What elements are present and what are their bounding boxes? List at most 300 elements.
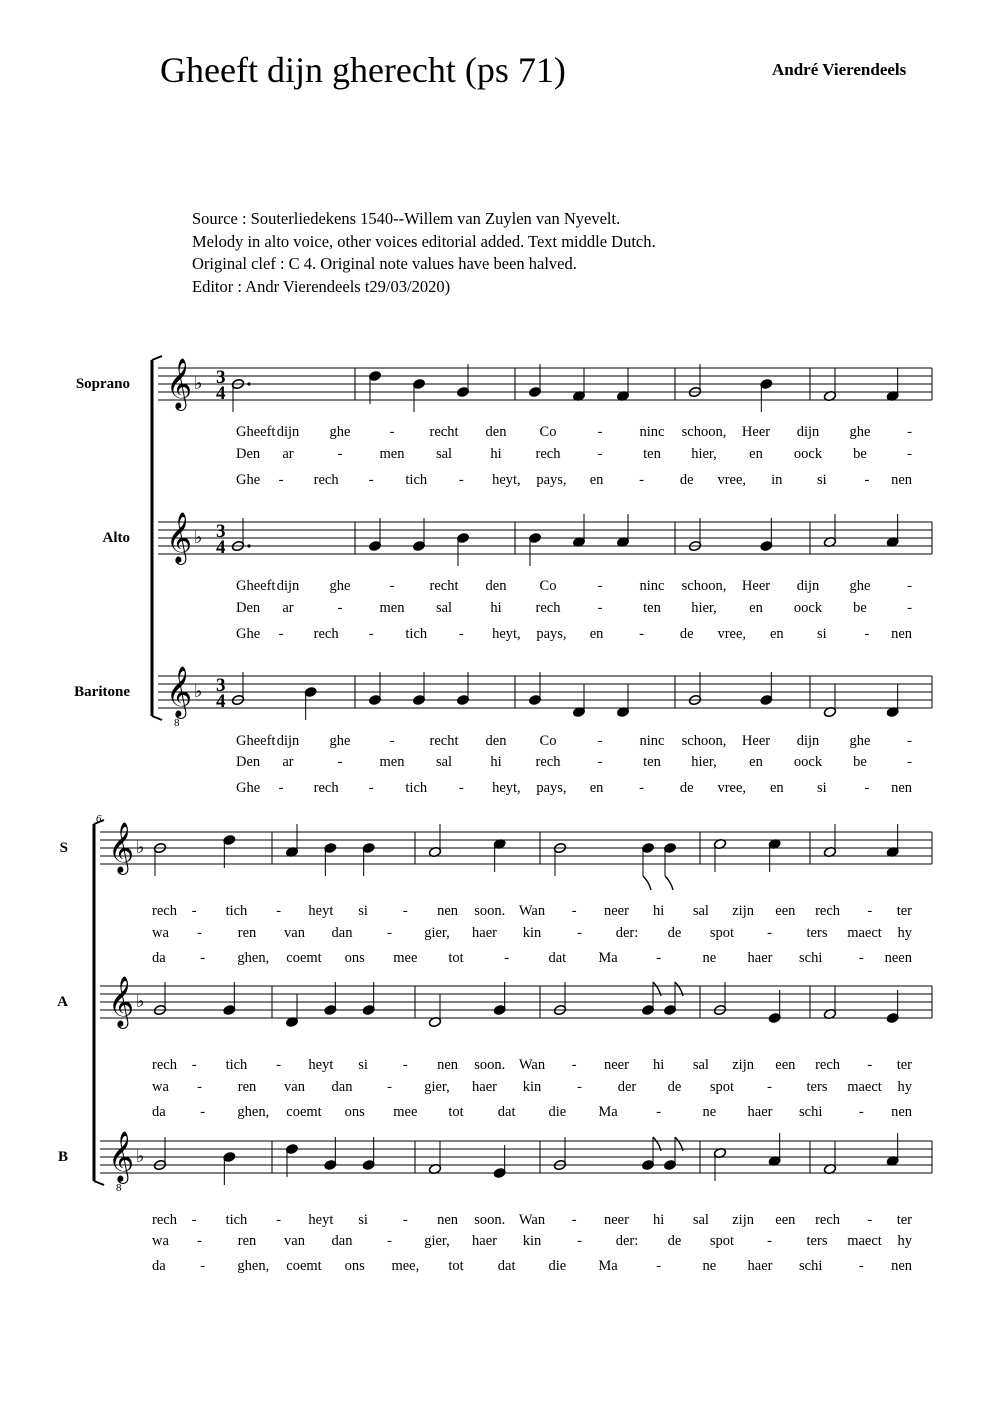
lyric-syllable: Gheeft xyxy=(236,733,276,749)
lyric-syllable: ons xyxy=(344,1104,365,1120)
lyric-syllable: hy xyxy=(897,1079,912,1095)
lyric-syllable: ters xyxy=(806,1079,828,1095)
lyric-syllable: - xyxy=(597,578,603,594)
note-melody: Melody in alto voice, other voices editorial added. Text middle Dutch. xyxy=(192,231,656,251)
lyric-syllable: den xyxy=(485,424,507,440)
lyric-syllable: ghe xyxy=(329,424,351,440)
lyric-syllable: een xyxy=(775,1057,796,1073)
lyric-syllable: be xyxy=(853,446,867,462)
lyric-syllable: da xyxy=(152,1104,166,1120)
lyric-syllable: rech xyxy=(815,903,841,919)
key-flat-icon: ♭ xyxy=(194,527,203,547)
lyric-syllable: ne xyxy=(702,950,717,966)
lyric-syllable: - xyxy=(197,1233,202,1249)
lyric-syllable: tich xyxy=(405,626,428,642)
lyric-syllable: zijn xyxy=(732,903,754,919)
lyric-syllable: - xyxy=(867,1057,873,1073)
key-flat-icon: ♭ xyxy=(136,991,145,1011)
lyric-syllable: een xyxy=(775,903,796,919)
lyric-syllable: tich xyxy=(225,1212,248,1228)
lyric-syllable: kin xyxy=(522,925,542,941)
staff-label: Soprano xyxy=(75,376,130,392)
lyric-syllable: en xyxy=(749,446,763,462)
staff-label: A xyxy=(57,994,68,1010)
lyric-syllable: si xyxy=(358,1212,368,1228)
staff-label: Alto xyxy=(102,530,130,546)
lyric-syllable: de xyxy=(679,780,694,796)
key-flat-icon: ♭ xyxy=(194,681,203,701)
treble-clef-icon: 𝄞 xyxy=(166,359,193,408)
lyric-syllable: Ghe xyxy=(236,626,261,642)
note-dot xyxy=(247,382,250,385)
lyric-syllable: recht xyxy=(429,733,459,749)
lyric-syllable: - xyxy=(867,1212,873,1228)
lyric-syllable: - xyxy=(867,903,873,919)
time-sig-bottom: 4 xyxy=(216,383,226,404)
lyric-syllable: - xyxy=(197,925,202,941)
lyric-syllable: sal xyxy=(692,1057,709,1073)
lyric-syllable: dan xyxy=(331,1233,353,1249)
lyric-syllable: - xyxy=(197,1079,202,1095)
lyric-syllable: - xyxy=(276,1212,282,1228)
lyric-syllable: ninc xyxy=(639,733,665,749)
lyric-syllable: rech xyxy=(535,446,561,462)
lyric-syllable: dat xyxy=(497,1104,516,1120)
lyric-syllable: schoon, xyxy=(681,424,727,440)
lyric-syllable: maect xyxy=(847,925,882,941)
lyric-syllable: rech xyxy=(535,754,561,770)
lyric-syllable: tich xyxy=(225,1057,248,1073)
clef-octave-number: 8 xyxy=(174,717,180,729)
lyric-syllable: ren xyxy=(237,1233,257,1249)
lyric-syllable: - xyxy=(337,754,343,770)
lyric-syllable: - xyxy=(597,446,603,462)
lyric-syllable: - xyxy=(387,925,392,941)
lyric-syllable: Co xyxy=(539,578,557,594)
lyric-syllable: - xyxy=(389,424,395,440)
time-sig-bottom: 4 xyxy=(216,537,226,558)
treble-clef-icon: 𝄞 xyxy=(166,667,193,716)
lyric-syllable: de xyxy=(679,472,694,488)
lyric-syllable: ter xyxy=(896,1212,912,1228)
lyric-syllable: - xyxy=(402,1057,408,1073)
lyric-syllable: - xyxy=(191,1057,197,1073)
lyric-syllable: si xyxy=(817,472,827,488)
lyric-syllable: en xyxy=(589,472,604,488)
lyric-syllable: den xyxy=(485,733,507,749)
lyric-syllable: dijn xyxy=(276,578,300,594)
lyric-syllable: nen xyxy=(891,780,912,796)
lyric-syllable: pays, xyxy=(536,780,567,796)
lyric-syllable: dijn xyxy=(276,424,300,440)
note-flag xyxy=(665,876,673,890)
lyric-syllable: in xyxy=(771,472,783,488)
lyric-syllable: ne xyxy=(702,1104,717,1120)
lyric-syllable: Heer xyxy=(741,733,771,749)
lyric-syllable: - xyxy=(864,626,870,642)
lyric-syllable: Den xyxy=(236,754,261,770)
lyric-syllable: de xyxy=(667,1079,682,1095)
lyric-syllable: vree, xyxy=(717,626,747,642)
lyric-syllable: die xyxy=(548,1104,567,1120)
lyric-syllable: Ghe xyxy=(236,472,261,488)
lyric-syllable: en xyxy=(749,754,763,770)
lyric-syllable: - xyxy=(200,1104,206,1120)
lyric-syllable: hi xyxy=(653,903,665,919)
staff-baritone xyxy=(74,667,932,796)
lyric-syllable: de xyxy=(679,626,694,642)
lyric-syllable: spot xyxy=(709,925,735,941)
treble-clef-icon: 𝄞 xyxy=(108,1132,135,1181)
lyric-syllable: ghe xyxy=(849,424,871,440)
lyric-syllable: wa xyxy=(152,1233,169,1249)
lyric-syllable: ters xyxy=(806,925,828,941)
lyric-syllable: Den xyxy=(236,600,261,616)
time-sig-top: 3 xyxy=(216,675,226,696)
lyric-syllable: - xyxy=(656,950,662,966)
lyric-syllable: en xyxy=(589,780,604,796)
lyric-syllable: ne xyxy=(702,1258,717,1274)
lyric-syllable: haer xyxy=(747,950,773,966)
lyric-syllable: Den xyxy=(236,446,261,462)
lyric-syllable: tot xyxy=(448,1258,464,1274)
clef-octave-number: 8 xyxy=(116,1182,122,1194)
lyric-syllable: rech xyxy=(152,903,177,919)
lyric-syllable: si xyxy=(358,903,368,919)
lyric-syllable: mee xyxy=(393,1104,418,1120)
lyric-syllable: neer xyxy=(603,1057,629,1073)
note-editor: Editor : Andr Vierendeels t29/03/2020) xyxy=(192,276,451,296)
lyric-syllable: - xyxy=(278,780,284,796)
note-flag xyxy=(643,876,651,890)
lyric-syllable: - xyxy=(767,1233,772,1249)
lyric-syllable: - xyxy=(767,925,772,941)
lyric-syllable: - xyxy=(191,1212,197,1228)
lyric-syllable: - xyxy=(656,1258,662,1274)
note-clef: Original clef : C 4. Original note values have been halved. xyxy=(192,254,577,274)
lyric-syllable: heyt xyxy=(308,1212,334,1228)
lyric-syllable: haer xyxy=(472,1079,497,1095)
lyric-syllable: vree, xyxy=(717,472,747,488)
lyric-syllable: hi xyxy=(490,600,502,616)
lyric-syllable: - xyxy=(504,950,510,966)
lyric-syllable: gier, xyxy=(424,1079,450,1095)
bracket-bottom-hook xyxy=(94,1181,104,1185)
lyric-syllable: neen xyxy=(884,950,912,966)
lyric-syllable: Heer xyxy=(741,424,771,440)
lyric-syllable: maect xyxy=(847,1233,882,1249)
lyric-syllable: rech xyxy=(152,1057,177,1073)
lyric-syllable: - xyxy=(368,626,374,642)
lyric-syllable: - xyxy=(597,424,603,440)
lyric-syllable: recht xyxy=(429,424,459,440)
lyric-syllable: hier, xyxy=(691,754,717,770)
staff-label: S xyxy=(59,840,68,856)
lyric-syllable: heyt xyxy=(308,903,334,919)
treble-clef-icon: 𝄞 xyxy=(166,513,193,562)
lyric-syllable: - xyxy=(767,1079,772,1095)
lyric-syllable: sal xyxy=(692,903,709,919)
lyric-syllable: dan xyxy=(331,925,353,941)
lyric-syllable: schi xyxy=(798,1258,823,1274)
lyric-syllable: coemt xyxy=(286,1104,322,1120)
lyric-syllable: - xyxy=(458,780,464,796)
lyric-syllable: - xyxy=(571,1212,577,1228)
lyric-syllable: rech xyxy=(535,600,561,616)
staff-s xyxy=(60,823,932,966)
lyric-syllable: zijn xyxy=(732,1057,754,1073)
lyric-syllable: Heer xyxy=(741,578,771,594)
lyric-syllable: van xyxy=(284,1233,305,1249)
lyric-syllable: kin xyxy=(522,1233,542,1249)
staff-soprano xyxy=(76,359,932,488)
lyric-syllable: sal xyxy=(435,446,453,462)
lyric-syllable: wa xyxy=(152,1079,169,1095)
lyric-syllable: spot xyxy=(709,1233,735,1249)
staff-b xyxy=(58,1132,932,1274)
lyric-syllable: Co xyxy=(539,424,557,440)
lyric-syllable: - xyxy=(571,903,577,919)
lyric-syllable: Wan xyxy=(518,1212,546,1228)
lyric-syllable: van xyxy=(284,925,305,941)
lyric-syllable: - xyxy=(337,446,343,462)
time-sig-bottom: 4 xyxy=(216,691,226,712)
lyric-syllable: nen xyxy=(437,1212,459,1228)
lyric-syllable: - xyxy=(597,733,603,749)
lyric-syllable: pays, xyxy=(536,472,567,488)
lyric-syllable: coemt xyxy=(286,1258,322,1274)
lyric-syllable: ar xyxy=(282,446,294,462)
lyric-syllable: - xyxy=(597,600,603,616)
lyric-syllable: van xyxy=(284,1079,305,1095)
lyric-syllable: hier, xyxy=(691,600,717,616)
lyric-syllable: - xyxy=(389,578,395,594)
lyric-syllable: ren xyxy=(237,925,257,941)
lyric-syllable: hi xyxy=(490,754,502,770)
lyric-syllable: zijn xyxy=(732,1212,754,1228)
lyric-syllable: - xyxy=(907,424,912,440)
key-flat-icon: ♭ xyxy=(136,1146,145,1166)
lyric-syllable: haer xyxy=(472,925,497,941)
lyric-syllable: schoon, xyxy=(681,733,727,749)
lyric-syllable: si xyxy=(358,1057,368,1073)
lyric-syllable: nen xyxy=(437,1057,459,1073)
lyric-syllable: - xyxy=(858,950,864,966)
lyric-syllable: kin xyxy=(522,1079,542,1095)
lyric-syllable: ninc xyxy=(639,424,665,440)
lyric-syllable: - xyxy=(907,578,912,594)
lyric-syllable: dijn xyxy=(796,424,820,440)
lyric-syllable: ghen, xyxy=(237,1104,270,1120)
lyric-syllable: haer xyxy=(747,1258,773,1274)
lyric-syllable: ten xyxy=(643,600,661,616)
lyric-syllable: ghe xyxy=(329,578,351,594)
lyric-syllable: rech xyxy=(313,626,339,642)
lyric-syllable: - xyxy=(858,1104,864,1120)
lyric-syllable: dat xyxy=(548,950,567,966)
lyric-syllable: men xyxy=(379,600,405,616)
lyric-syllable: si xyxy=(817,626,827,642)
lyric-syllable: sal xyxy=(692,1212,709,1228)
lyric-syllable: spot xyxy=(709,1079,735,1095)
composer-name: André Vierendeels xyxy=(772,60,907,79)
lyric-syllable: oock xyxy=(793,754,823,770)
lyric-syllable: haer xyxy=(472,1233,497,1249)
lyric-syllable: en xyxy=(589,626,604,642)
lyric-syllable: en xyxy=(749,600,763,616)
lyric-syllable: - xyxy=(337,600,343,616)
lyric-syllable: - xyxy=(458,626,464,642)
lyric-syllable: - xyxy=(458,472,464,488)
lyric-syllable: gier, xyxy=(424,925,450,941)
lyric-syllable: ghen, xyxy=(237,950,270,966)
lyric-syllable: - xyxy=(907,446,912,462)
lyric-syllable: ten xyxy=(643,446,661,462)
time-sig-top: 3 xyxy=(216,367,226,388)
lyric-syllable: nen xyxy=(891,1258,912,1274)
lyric-syllable: ren xyxy=(237,1079,257,1095)
lyric-syllable: neer xyxy=(603,903,629,919)
lyric-syllable: pays, xyxy=(536,626,567,642)
lyric-syllable: dijn xyxy=(276,733,300,749)
lyric-syllable: tich xyxy=(405,780,428,796)
lyric-syllable: rech xyxy=(815,1212,841,1228)
lyric-syllable: Gheeft xyxy=(236,424,276,440)
lyric-syllable: - xyxy=(864,780,870,796)
lyric-syllable: coemt xyxy=(286,950,322,966)
lyric-syllable: - xyxy=(597,754,603,770)
lyric-syllable: ninc xyxy=(639,578,665,594)
lyric-syllable: mee xyxy=(393,950,418,966)
key-flat-icon: ♭ xyxy=(136,837,145,857)
measure-number: 6 xyxy=(96,813,102,825)
lyric-syllable: hi xyxy=(653,1212,665,1228)
lyric-syllable: der: xyxy=(615,1233,639,1249)
lyric-syllable: neer xyxy=(603,1212,629,1228)
note-source: Source : Souterliedekens 1540--Willem van Zuylen van Nyevelt. xyxy=(192,209,621,228)
lyric-syllable: si xyxy=(817,780,827,796)
lyric-syllable: soon. xyxy=(474,1057,506,1073)
lyric-syllable: heyt, xyxy=(492,626,521,642)
lyric-syllable: hy xyxy=(897,925,912,941)
lyric-syllable: - xyxy=(276,903,282,919)
lyric-syllable: hi xyxy=(490,446,502,462)
lyric-syllable: ter xyxy=(896,1057,912,1073)
lyric-syllable: de xyxy=(667,925,682,941)
lyric-syllable: Ma xyxy=(598,950,618,966)
lyric-syllable: ar xyxy=(282,754,294,770)
lyric-syllable: soon. xyxy=(474,903,506,919)
treble-clef-icon: 𝄞 xyxy=(108,977,135,1026)
lyric-syllable: ghe xyxy=(849,578,871,594)
lyric-syllable: - xyxy=(864,472,870,488)
lyric-syllable: Gheeft xyxy=(236,578,276,594)
lyric-syllable: ghe xyxy=(849,733,871,749)
lyric-syllable: - xyxy=(639,780,645,796)
lyric-syllable: een xyxy=(775,1212,796,1228)
lyric-syllable: - xyxy=(278,626,284,642)
lyric-syllable: - xyxy=(368,472,374,488)
lyric-syllable: - xyxy=(200,1258,206,1274)
lyric-syllable: heyt, xyxy=(492,780,521,796)
lyric-syllable: schoon, xyxy=(681,578,727,594)
lyric-syllable: mee, xyxy=(391,1258,420,1274)
lyric-syllable: den xyxy=(485,578,507,594)
lyric-syllable: - xyxy=(276,1057,282,1073)
lyric-syllable: rech xyxy=(152,1212,177,1228)
lyric-syllable: - xyxy=(191,903,197,919)
staff-alto xyxy=(103,513,933,642)
lyric-syllable: - xyxy=(387,1079,392,1095)
bracket-top-hook xyxy=(152,356,162,360)
lyric-syllable: Wan xyxy=(518,903,546,919)
lyric-syllable: tot xyxy=(448,1104,464,1120)
lyric-syllable: da xyxy=(152,1258,166,1274)
lyric-syllable: da xyxy=(152,950,166,966)
lyric-syllable: - xyxy=(368,780,374,796)
lyric-syllable: die xyxy=(548,1258,567,1274)
lyric-syllable: nen xyxy=(437,903,459,919)
lyric-syllable: haer xyxy=(747,1104,773,1120)
piece-title: Gheeft dijn gherecht (ps 71) xyxy=(160,50,566,90)
lyric-syllable: - xyxy=(571,1057,577,1073)
lyric-syllable: ons xyxy=(344,1258,365,1274)
lyric-syllable: vree, xyxy=(717,780,747,796)
lyric-syllable: heyt, xyxy=(492,472,521,488)
lyric-syllable: - xyxy=(907,733,912,749)
staff-label: B xyxy=(57,1149,68,1165)
lyric-syllable: rech xyxy=(313,780,339,796)
lyric-syllable: tich xyxy=(225,903,248,919)
lyric-syllable: oock xyxy=(793,600,823,616)
lyric-syllable: sal xyxy=(435,600,453,616)
lyric-syllable: hy xyxy=(897,1233,912,1249)
lyric-syllable: ghen, xyxy=(237,1258,270,1274)
lyric-syllable: - xyxy=(577,925,582,941)
lyric-syllable: men xyxy=(379,446,405,462)
lyric-syllable: ons xyxy=(344,950,365,966)
bracket-bottom-hook xyxy=(152,716,162,720)
lyric-syllable: schi xyxy=(798,1104,823,1120)
lyric-syllable: wa xyxy=(152,925,169,941)
lyric-syllable: be xyxy=(853,754,867,770)
lyric-syllable: ters xyxy=(806,1233,828,1249)
lyric-syllable: Ma xyxy=(598,1104,618,1120)
lyric-syllable: - xyxy=(639,626,645,642)
lyric-syllable: - xyxy=(577,1079,582,1095)
lyric-syllable: Co xyxy=(539,733,557,749)
lyric-syllable: en xyxy=(769,626,784,642)
lyric-syllable: ar xyxy=(282,600,294,616)
lyric-syllable: nen xyxy=(891,472,912,488)
lyric-syllable: dan xyxy=(331,1079,353,1095)
lyric-syllable: - xyxy=(656,1104,662,1120)
lyric-syllable: schi xyxy=(798,950,823,966)
lyric-syllable: gier, xyxy=(424,1233,450,1249)
lyric-syllable: maect xyxy=(847,1079,882,1095)
lyric-syllable: rech xyxy=(815,1057,841,1073)
key-flat-icon: ♭ xyxy=(194,373,203,393)
treble-clef-icon: 𝄞 xyxy=(108,823,135,872)
lyric-syllable: nen xyxy=(891,1104,912,1120)
lyric-syllable: en xyxy=(769,780,784,796)
staff-a xyxy=(57,977,932,1120)
lyric-syllable: tich xyxy=(405,472,428,488)
lyric-syllable: - xyxy=(858,1258,864,1274)
lyric-syllable: soon. xyxy=(474,1212,506,1228)
lyric-syllable: - xyxy=(402,903,408,919)
lyric-syllable: rech xyxy=(313,472,339,488)
